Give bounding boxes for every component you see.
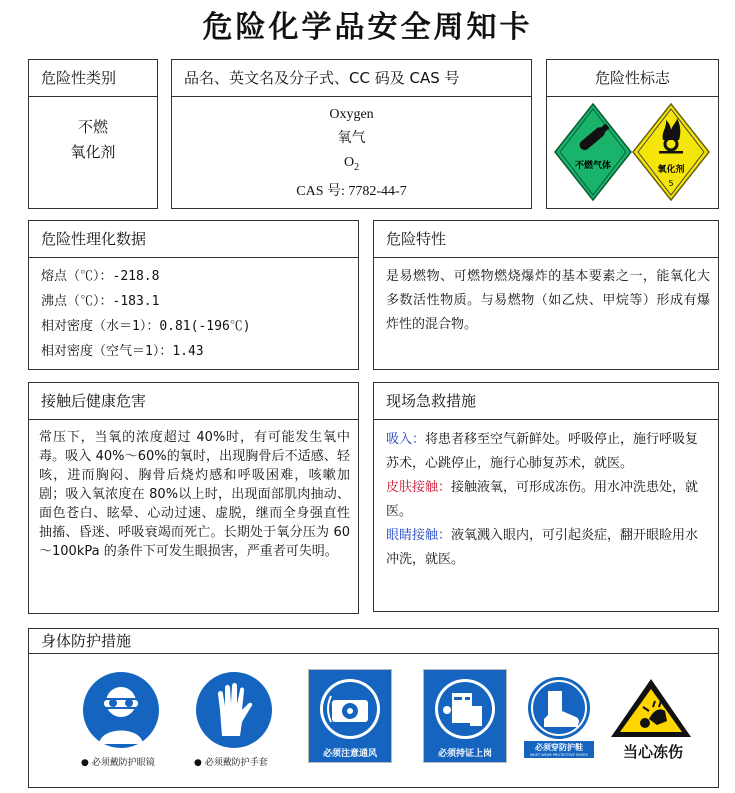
protective-shoe-icon	[526, 675, 592, 741]
certificate-icon	[432, 676, 498, 742]
wear-goggles-sign-icon	[81, 670, 161, 750]
inhalation-label: 吸入：	[386, 432, 426, 447]
english-name: Oxygen	[329, 107, 374, 122]
relative-density-water: 相对密度（水＝1）：0.81(-196℃)	[41, 319, 251, 334]
shoes-sign-label: 必须穿防护鞋 MUST WEAR PROTECTIVE SHOES	[524, 741, 594, 758]
protection-header: 身体防护措施	[29, 629, 718, 654]
oxidizer-diamond-icon	[633, 104, 709, 200]
card-title: 危险化学品安全周知卡	[202, 10, 533, 45]
goggles-sign-label: ● 必须戴防护眼镜	[81, 758, 155, 768]
wear-gloves-sign-icon	[194, 670, 274, 750]
nonflammable-gas-diamond-icon	[555, 104, 631, 200]
category-header: 危险性类别	[29, 60, 157, 97]
diamond-left-label: 不燃气体	[574, 161, 612, 171]
skin-label: 皮肤接触：	[386, 480, 452, 495]
hazard-sign-header: 危险性标志	[547, 60, 718, 97]
certificate-sign	[423, 669, 507, 763]
diamond-right-label: 氧化剂	[657, 165, 685, 175]
eye-label: 眼睛接触：	[386, 528, 452, 543]
first-aid-inhalation	[386, 428, 710, 476]
first-aid-header: 现场急救措施	[374, 383, 718, 420]
first-aid-skin	[386, 476, 710, 524]
diamond-right-number: 5	[668, 179, 674, 188]
first-aid-box	[373, 382, 719, 612]
health-header: 接触后健康危害	[29, 383, 358, 420]
relative-density-air: 相对密度（空气＝1）：1.43	[41, 344, 204, 359]
hazard-props-header: 危险特性	[374, 221, 718, 258]
protective-shoes-sign	[526, 675, 592, 761]
category-box	[28, 59, 158, 209]
chinese-name: 氧气	[337, 131, 366, 146]
physchem-header: 危险性理化数据	[29, 221, 358, 258]
gloves-sign-label: ● 必须戴防护手套	[194, 758, 268, 768]
category-line-2: 氧化剂	[70, 143, 116, 161]
molecular-formula: $O_2$	[343, 155, 360, 173]
eye-text: 液氧溅入眼内，可引起炎症，翻开眼睑用水冲洗，就医。	[386, 528, 699, 567]
hazard-diamonds	[553, 100, 713, 204]
category-line-1: 不燃	[77, 118, 108, 136]
hazard-props-text: 是易燃物、可燃物燃烧爆炸的基本要素之一，能氧化大多数活性物质。与易燃物（如乙炔、甲烷等）形成有爆炸性的混合物。	[386, 269, 710, 332]
ventilation-sign	[308, 669, 392, 763]
skin-text: 接触液氧，可形成冻伤。用水冲洗患处，就医。	[386, 480, 699, 519]
ventilation-sign-label: 必须注意通风	[322, 749, 377, 759]
physchem-box	[28, 220, 359, 370]
first-aid-eye	[386, 524, 710, 572]
melting-point: 熔点（℃）：-218.8	[41, 269, 160, 284]
protection-box	[28, 628, 719, 788]
frostbite-warning-sign-icon	[609, 677, 693, 739]
certificate-sign-label: 必须持证上岗	[437, 749, 492, 759]
boiling-point: 沸点（℃）：-183.1	[41, 294, 160, 309]
names-box	[171, 59, 532, 209]
inhalation-text: 将患者移至空气新鲜处。呼吸停止，施行呼吸复苏术，心跳停止，施行心肺复苏术，就医。	[386, 432, 699, 471]
hazard-sign-box	[546, 59, 719, 209]
frostbite-sign-label: 当心冻伤	[622, 743, 683, 761]
health-text: 常压下，当氧的浓度超过 40%时，有可能发生氧中毒。吸入 40%～60%的氧时，出现胸骨后不适感、轻咳，进而胸闷、胸骨后烧灼感和呼吸困难，咳嗽加剧；吸入氧浓度在 80%以上时，出现面部肌肉抽动、面色苍白、眩晕、心动过速、虚脱，继而全身强直性抽搐、昏迷、呼吸衰竭而死亡。长期处于氧分压为 60～100kPa 的条件下可发生眼损害，严重者可失明。	[39, 430, 350, 559]
health-box	[28, 382, 359, 614]
fan-icon	[317, 676, 383, 742]
cas-number: CAS 号: 7782-44-7	[296, 183, 407, 199]
names-header: 品名、英文名及分子式、CC 码及 CAS 号	[172, 60, 531, 97]
hazard-props-box	[373, 220, 719, 370]
